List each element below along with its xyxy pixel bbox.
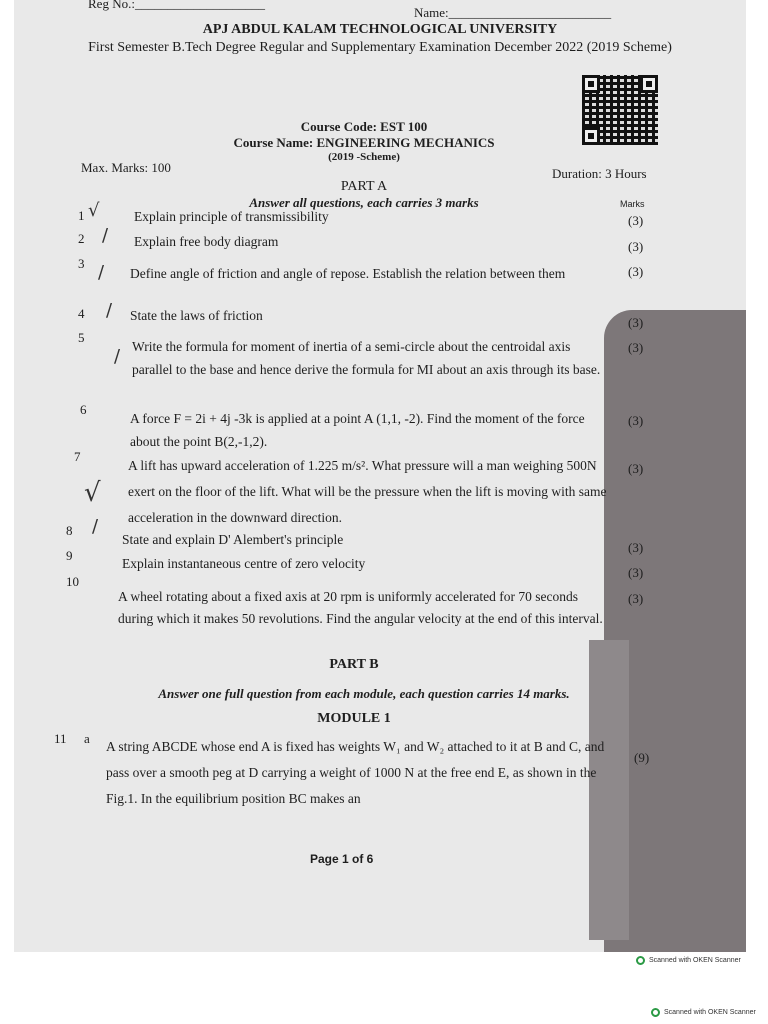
question-text: Write the formula for moment of inertia of a semi-circle about the centroidal axis parallel to the base and hence derive the formula for MI about an axis through its base. bbox=[132, 339, 601, 377]
question-number: 6 bbox=[80, 402, 87, 417]
question-number: 1 bbox=[78, 208, 85, 223]
university-title: APJ ABDUL KALAM TECHNOLOGICAL UNIVERSITY bbox=[202, 22, 558, 37]
tick-mark-icon: / bbox=[92, 516, 99, 537]
question-number: 11 bbox=[54, 731, 67, 746]
qr-code bbox=[582, 75, 658, 145]
part-a-instruction: Answer all questions, each carries 3 marks bbox=[249, 195, 479, 210]
question-marks: (3) bbox=[628, 591, 644, 606]
tick-mark-icon: / bbox=[106, 300, 113, 321]
question-marks: (3) bbox=[628, 213, 644, 228]
part-b-instruction: Answer one full question from each module, each question carries 14 marks. bbox=[158, 686, 570, 701]
question-number: 8 bbox=[66, 523, 73, 538]
part-b-title: PART B bbox=[329, 657, 379, 672]
question-text: State and explain D' Alembert's principle bbox=[122, 532, 344, 547]
exam-sheet bbox=[14, 0, 746, 952]
question-number: 2 bbox=[78, 231, 85, 246]
question-text: Define angle of friction and angle of repose. Establish the relation between them bbox=[130, 266, 566, 281]
question-sub-label: a bbox=[84, 731, 90, 746]
question-text: A lift has upward acceleration of 1.225 m/s². What pressure will a man weighing 500N exert on the floor of the lift. What will be the pressure when the lift is moving with same acceleration in the downward direction. bbox=[128, 458, 607, 525]
question-number: 4 bbox=[78, 306, 85, 321]
reg-no-label: Reg No.:____________________ bbox=[88, 0, 265, 11]
question-marks: (3) bbox=[628, 540, 644, 555]
max-marks: Max. Marks: 100 bbox=[81, 160, 171, 175]
part-a-title: PART A bbox=[340, 179, 388, 194]
scanner-logo-icon bbox=[636, 956, 645, 965]
module-title: MODULE 1 bbox=[317, 711, 391, 726]
question-marks: (3) bbox=[628, 340, 644, 355]
question-number: 5 bbox=[78, 330, 85, 345]
question-text: Explain principle of transmissibility bbox=[134, 209, 329, 224]
question-marks: (3) bbox=[628, 461, 644, 476]
course-name: Course Name: ENGINEERING MECHANICS bbox=[233, 135, 495, 150]
question-marks: (3) bbox=[628, 239, 644, 254]
tick-mark-icon: / bbox=[98, 262, 105, 283]
question-marks: (3) bbox=[628, 565, 644, 580]
question-number: 10 bbox=[66, 574, 79, 589]
tick-mark-icon: / bbox=[102, 225, 109, 246]
question-number: 9 bbox=[66, 548, 73, 563]
scanner-watermark: Scanned with OKEN Scanner bbox=[651, 1008, 756, 1017]
question-number: 7 bbox=[74, 449, 81, 464]
question-marks: (3) bbox=[628, 315, 644, 330]
question-text: A string ABCDE whose end A is fixed has weights W₁ and W₂ attached to it at B and C, and pass over a smooth peg at D carrying a weight of 1000 N at the free end E, as shown in the Fig.1. In the equilibrium position BC makes an bbox=[106, 739, 605, 806]
name-label: Name:_________________________ bbox=[414, 5, 612, 20]
question-text: A force F = 2i + 4j -3k is applied at a point A (1,1, -2). Find the moment of the force about the point B(2,-1,2). bbox=[130, 411, 585, 449]
page-number: Page 1 of 6 bbox=[310, 852, 374, 866]
scheme: (2019 -Scheme) bbox=[328, 151, 400, 163]
question-text: Explain free body diagram bbox=[134, 234, 279, 249]
question-text: State the laws of friction bbox=[130, 308, 263, 323]
scanner-watermark: Scanned with OKEN Scanner bbox=[636, 956, 741, 965]
question-number: 3 bbox=[78, 256, 85, 271]
course-code: Course Code: EST 100 bbox=[300, 119, 428, 134]
question-marks: (3) bbox=[628, 413, 644, 428]
question-marks: (3) bbox=[628, 264, 644, 279]
duration: Duration: 3 Hours bbox=[552, 166, 647, 181]
question-text: A wheel rotating about a fixed axis at 20 rpm is uniformly accelerated for 70 seconds during which it makes 50 revolutions. Find the angular velocity at the end of this interval. bbox=[118, 589, 603, 626]
marks-header: Marks bbox=[620, 199, 645, 209]
question-text: Explain instantaneous centre of zero velocity bbox=[122, 556, 366, 571]
scanner-logo-icon bbox=[651, 1008, 660, 1017]
tick-mark-icon: / bbox=[114, 346, 121, 367]
tick-mark-icon: √ bbox=[88, 200, 100, 221]
tick-mark-icon: √ bbox=[84, 478, 101, 508]
question-marks: (9) bbox=[634, 750, 650, 765]
exam-title: First Semester B.Tech Degree Regular and Supplementary Examination December 2022 (2019 Scheme) bbox=[88, 40, 672, 55]
